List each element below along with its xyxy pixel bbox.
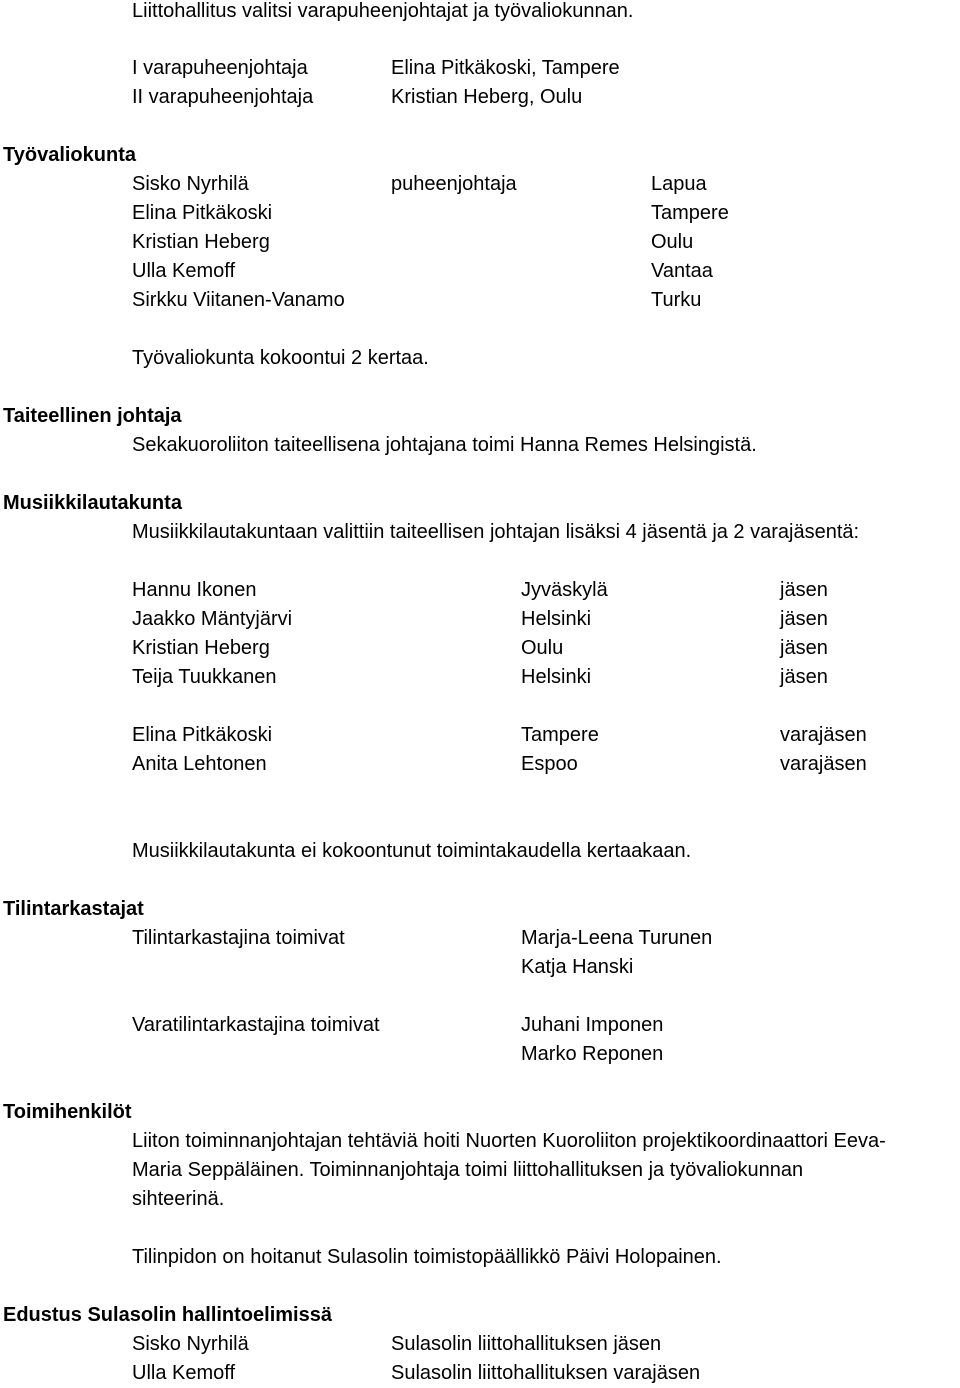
- member-name: Hannu Ikonen: [132, 579, 257, 601]
- member-city: Jyväskylä: [521, 579, 608, 601]
- auditors-label: Tilintarkastajina toimivat: [132, 927, 345, 949]
- member-role: jäsen: [780, 637, 828, 659]
- member-role: jäsen: [780, 608, 828, 630]
- member-role: puheenjohtaja: [391, 173, 517, 195]
- section-heading-toimihenkilot: Toimihenkilöt: [3, 1101, 132, 1123]
- representative-role: Sulasolin liittohallituksen jäsen: [391, 1333, 662, 1355]
- toimihenkilot-line: Maria Seppäläinen. Toiminnanjohtaja toimi liittohallituksen ja työvaliokunnan: [132, 1159, 804, 1181]
- toimihenkilot-line: sihteerinä.: [132, 1188, 225, 1210]
- taiteellinen-text: Sekakuoroliiton taiteellisena johtajana toimi Hanna Remes Helsingistä.: [132, 434, 757, 456]
- member-name: Teija Tuukkanen: [132, 666, 277, 688]
- deputy-auditors-label: Varatilintarkastajina toimivat: [132, 1014, 380, 1036]
- member-role: jäsen: [780, 666, 828, 688]
- deputy-city: Espoo: [521, 753, 578, 775]
- member-city: Tampere: [651, 202, 729, 224]
- member-city: Oulu: [521, 637, 564, 659]
- section-heading-tilintarkastajat: Tilintarkastajat: [3, 898, 144, 920]
- member-role: jäsen: [780, 579, 828, 601]
- representative-role: Sulasolin liittohallituksen varajäsen: [391, 1362, 701, 1384]
- vice-chair-role: II varapuheenjohtaja: [132, 86, 314, 108]
- section-heading-taiteellinen: Taiteellinen johtaja: [3, 405, 182, 427]
- section-heading-tyovaliokunta: Työvaliokunta: [3, 144, 136, 166]
- member-name: Jaakko Mäntyjärvi: [132, 608, 293, 630]
- musiikkilautakunta-intro: Musiikkilautakuntaan valittiin taiteellisen johtajan lisäksi 4 jäsentä ja 2 varajäsentä:: [132, 521, 860, 543]
- tyovaliokunta-note: Työvaliokunta kokoontui 2 kertaa.: [132, 347, 429, 369]
- member-city: Lapua: [651, 173, 707, 195]
- vice-chair-role: I varapuheenjohtaja: [132, 57, 308, 79]
- musiikkilautakunta-note: Musiikkilautakunta ei kokoontunut toimintakaudella kertaakaan.: [132, 840, 692, 862]
- vice-chair-person: Elina Pitkäkoski, Tampere: [391, 57, 620, 79]
- deputy-name: Elina Pitkäkoski: [132, 724, 273, 746]
- deputy-auditor-name: Marko Reponen: [521, 1043, 664, 1065]
- member-city: Helsinki: [521, 666, 592, 688]
- deputy-auditor-name: Juhani Imponen: [521, 1014, 664, 1036]
- intro-text: Liittohallitus valitsi varapuheenjohtajat ja työvaliokunnan.: [132, 0, 634, 22]
- section-heading-edustus: Edustus Sulasolin hallintoelimissä: [3, 1304, 332, 1326]
- member-name: Ulla Kemoff: [132, 260, 236, 282]
- auditor-name: Marja-Leena Turunen: [521, 927, 713, 949]
- section-heading-musiikkilautakunta: Musiikkilautakunta: [3, 492, 182, 514]
- member-name: Sisko Nyrhilä: [132, 173, 249, 195]
- member-city: Oulu: [651, 231, 694, 253]
- vice-chair-person: Kristian Heberg, Oulu: [391, 86, 583, 108]
- deputy-role: varajäsen: [780, 753, 867, 775]
- representative-name: Sisko Nyrhilä: [132, 1333, 249, 1355]
- member-name: Elina Pitkäkoski: [132, 202, 273, 224]
- member-name: Sirkku Viitanen-Vanamo: [132, 289, 345, 311]
- member-city: Helsinki: [521, 608, 592, 630]
- deputy-city: Tampere: [521, 724, 599, 746]
- member-city: Turku: [651, 289, 702, 311]
- representative-name: Ulla Kemoff: [132, 1362, 236, 1384]
- deputy-role: varajäsen: [780, 724, 867, 746]
- deputy-name: Anita Lehtonen: [132, 753, 267, 775]
- member-name: Kristian Heberg: [132, 637, 270, 659]
- member-city: Vantaa: [651, 260, 713, 282]
- bookkeeping-text: Tilinpidon on hoitanut Sulasolin toimistopäällikkö Päivi Holopainen.: [132, 1246, 722, 1268]
- member-name: Kristian Heberg: [132, 231, 270, 253]
- toimihenkilot-line: Liiton toiminnanjohtajan tehtäviä hoiti Nuorten Kuoroliiton projektikoordinaattori Eeva-: [132, 1130, 886, 1152]
- auditor-name: Katja Hanski: [521, 956, 634, 978]
